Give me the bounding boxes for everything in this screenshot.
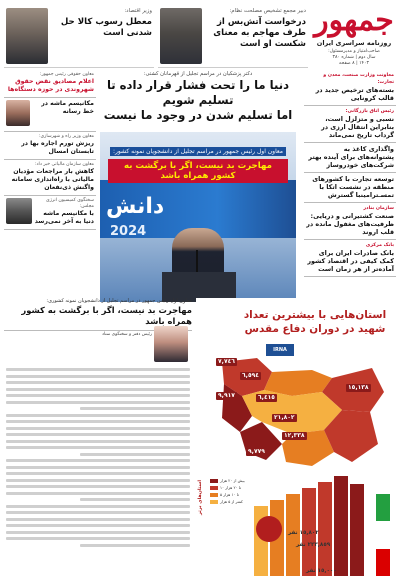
right-news-column — [304, 70, 396, 295]
news-item[interactable] — [4, 160, 96, 196]
lead-kicker: دکتر پزشکیان در مراسم تجلیل از قهرمانان کشتی: — [143, 71, 253, 77]
total-circle — [256, 516, 282, 542]
body-text-line — [6, 375, 190, 378]
legend-label: بیش از ۲۰ هزار — [220, 478, 245, 483]
body-text-line — [6, 381, 190, 384]
bar — [318, 482, 332, 576]
article-kicker: معاون اول رئیس جمهور در مراسم تجلیل از دانشجویان نمونه کشوری: — [46, 298, 192, 304]
map-value-label: ٦,٤١٥ — [258, 394, 275, 401]
issue-line: ۱۴۰۳ | ۸ صفحه — [339, 61, 369, 66]
infographic-title — [240, 308, 390, 336]
news-headline: بانک صادرات ایران برای کمک کیفی در اقتصاد کشور آماده‌تر از هر زمان است — [307, 249, 394, 273]
body-text-line — [6, 485, 190, 488]
bar — [350, 484, 364, 576]
overlay-headline: مهاجرت بد نیست، اگر با برگشت به کشور همراه باشد — [108, 159, 288, 183]
news-headline: بسته‌های ترخیص جدید در قالب کرونایی — [315, 86, 394, 102]
stat-number: ٢٢٣,٨٥٩ نفر — [296, 542, 331, 548]
news-kicker: سخنگوی کمیسیون انرژی مجلس: — [46, 198, 94, 209]
news-item[interactable] — [4, 98, 96, 132]
map-value-label: ١٢,٣٣٨ — [284, 432, 305, 439]
map-value-label: ٩,٧٧٩ — [248, 448, 265, 455]
infographic-title-line1: استان‌هایی با بیشترین تعداد — [243, 309, 387, 321]
news-item[interactable] — [304, 240, 396, 277]
body-text-line — [6, 531, 190, 534]
news-kicker: معاونت وزارت صنعت، معدن و تجارت: — [323, 73, 394, 85]
body-text-line — [6, 427, 190, 430]
stat-number: ١٥,٨٠٢ نفر — [288, 530, 319, 536]
body-text-line — [80, 498, 190, 501]
body-text-line — [6, 459, 190, 462]
news-item[interactable] — [4, 132, 96, 160]
body-text-line — [6, 479, 190, 482]
body-text-line — [6, 511, 190, 514]
body-text-line — [6, 505, 190, 508]
map-value-label: ٦,٥٩٤ — [242, 372, 259, 379]
news-headline: نسبی و متزلزل است، بنابراین انتقال ارزی در گرداب تاریخ نمی‌ماند — [321, 115, 394, 139]
body-text-line — [6, 492, 190, 495]
irna-logo: IRNA — [266, 344, 294, 356]
iran-flag-icon — [376, 494, 390, 576]
news-headline: توسعه تجارت با کشورهای منطقه در نشست اتکا با تمسـترامینبا گسترش — [312, 175, 394, 199]
news-item[interactable] — [304, 106, 396, 143]
top-news-item[interactable] — [158, 4, 308, 68]
issue-info — [312, 49, 396, 67]
body-text-line — [6, 420, 190, 423]
lead-photo — [100, 132, 296, 302]
news-headline: صنعت کشتیرانی و دریایی: ظرفیت‌های مغفول مانده در قلب اروند — [306, 212, 394, 236]
issue-line: سال دوم | شماره ۳۸۰ — [332, 55, 376, 60]
body-text-line — [6, 446, 190, 449]
news-headline: معطل رسوب کالا حل شدنی است — [60, 17, 152, 38]
banner-text: دانش — [106, 194, 165, 219]
infographic-title-line2: شهید در دوران دفاع مقدس — [244, 323, 386, 335]
news-kicker: وزیر اقتصاد: — [124, 8, 152, 14]
news-item[interactable] — [304, 143, 396, 173]
newspaper-logo[interactable]: جمهور — [314, 3, 394, 38]
banner-year: 2024 — [110, 224, 147, 239]
news-photo — [6, 198, 32, 224]
news-headline: کاهش بار مراجعات مؤدیان مالیاتی با راه‌اندازی سامانه واگنش ذی‌نفعان — [11, 168, 94, 191]
legend-label: ۵ تا ۱۰ هزار — [220, 492, 239, 497]
lead-story[interactable] — [100, 70, 296, 302]
map-value-label: ١٥,١٣٨ — [348, 384, 369, 391]
body-text-line — [6, 394, 190, 397]
news-photo — [6, 8, 48, 64]
news-item[interactable] — [4, 196, 96, 230]
issue-line: صاحب‌امتیاز و مدیرمسئول: — [328, 49, 380, 54]
left-news-column — [4, 70, 96, 295]
body-text-line — [80, 544, 190, 547]
body-text-line — [6, 472, 190, 475]
news-kicker: معاون وزیر راه و شهرسازی: — [39, 134, 94, 139]
news-item[interactable] — [304, 70, 396, 106]
map-value-label: ٢١,٨٠٢ — [274, 414, 295, 421]
body-text-line — [6, 440, 190, 443]
news-kicker: سازمان بنادر — [363, 206, 394, 211]
body-text-line — [6, 518, 190, 521]
shading-bars — [200, 476, 392, 576]
tagline: روزنامه سراسری ایران — [316, 39, 392, 47]
stat-number: ١٥,٠٠٠ نفر — [306, 568, 337, 574]
photo-caption: رئیس دفتر و سخنگوی ستاد — [101, 332, 152, 337]
body-text-line — [6, 401, 190, 404]
news-headline: مکانیسم ماشه در خط رسانه — [41, 100, 94, 115]
news-headline: با مکانیسم ماشه دنیا به آخر نمی‌رسد — [34, 210, 94, 225]
infographic[interactable] — [196, 298, 396, 580]
news-item[interactable] — [4, 70, 96, 98]
iran-map — [202, 352, 392, 470]
photo-overlay — [108, 138, 288, 183]
legend-label: ۱۰ تا ۲۰ هزار — [220, 485, 242, 490]
news-photo — [6, 100, 30, 126]
news-kicker: رئیس اتاق بازرگانی: — [345, 109, 394, 114]
top-news-item[interactable] — [4, 4, 154, 68]
body-text-line — [6, 414, 190, 417]
news-kicker: معاون حقوقی رئیس جمهور: — [39, 72, 94, 77]
news-kicker: معاون سازمان مالیاتی خبر داد: — [34, 162, 94, 167]
secondary-article[interactable] — [4, 298, 192, 580]
news-headline: ریزش تورم اجاره بها در تابستان امسال — [21, 140, 94, 155]
body-text-line — [80, 407, 190, 410]
top-news-strip — [4, 4, 308, 68]
author-photo — [154, 326, 188, 362]
body-text-line — [6, 524, 190, 527]
body-text-line — [6, 388, 190, 391]
news-photo — [160, 8, 202, 64]
overlay-kicker: معاون اول رئیس جمهور در مراسم تجلیل از دانشجویان نمونه کشور: — [110, 147, 286, 156]
article-body — [6, 368, 190, 550]
lead-headline-line1: دنیا ما را تحت فشار قرار داده تا تسلیم شویم — [106, 78, 290, 107]
news-item[interactable] — [304, 203, 396, 240]
map-value-label: ٩,٩١٧ — [218, 392, 235, 399]
news-headline: اعلام مصادیق نقض حقوق شهروندی در حوزه دستگاه‌ها — [7, 78, 94, 93]
legend-label: کمتر از ۵ هزار — [220, 499, 243, 504]
news-headline: واگذاری کاغذ به پشتوانه‌های برای آینده بهتر شرکت‌های خودروساز — [308, 145, 394, 169]
body-text-line — [6, 466, 190, 469]
masthead — [312, 4, 396, 68]
microphone-icon — [196, 250, 198, 274]
news-kicker: دبیر مجمع تشخیص مصلحت نظام: — [229, 8, 306, 14]
article-headline: مهاجرت بد نیست، اگر با برگشت به کشور همراه باشد — [4, 305, 192, 331]
body-text-line — [6, 368, 190, 371]
lead-headline-line2: اما تسلیم شدن در وجود ما نیست — [103, 108, 293, 122]
body-text-line — [80, 453, 190, 456]
news-kicker: بانک مرکزی — [365, 243, 394, 248]
body-text-line — [6, 433, 190, 436]
body-text-line — [6, 537, 190, 540]
bar — [334, 476, 348, 576]
news-item[interactable] — [304, 173, 396, 203]
map-value-label: ٧,٧٤٦ — [218, 358, 235, 365]
news-headline: درخواست آتش‌بس از طرف مهاجم به معنای شکست او است — [213, 17, 306, 49]
side-label: استان‌های برتر — [198, 480, 203, 515]
